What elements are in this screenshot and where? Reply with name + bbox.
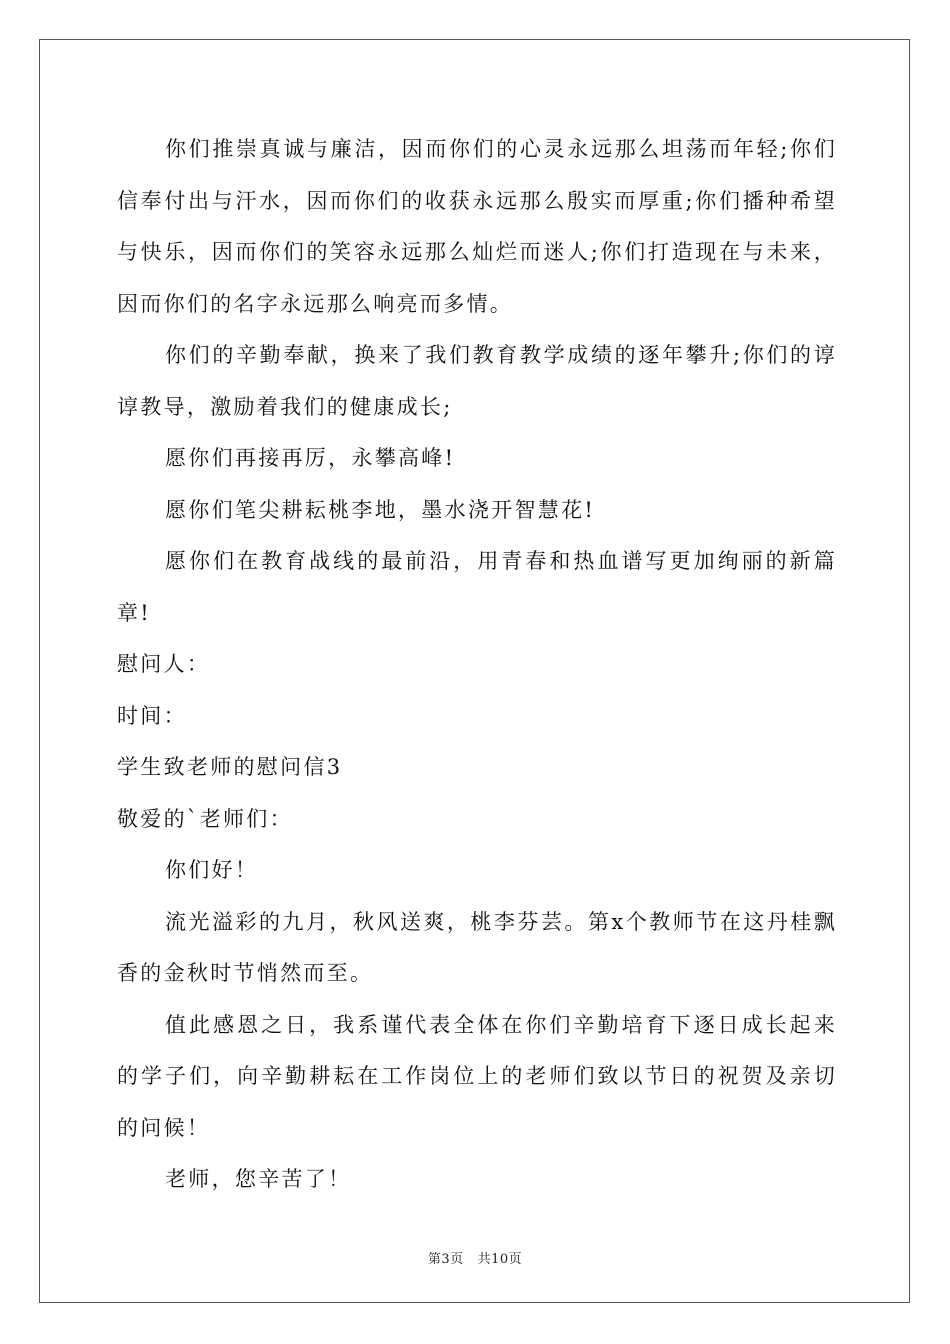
greeting: 你们好！ — [165, 858, 259, 882]
paragraph-wish-1: 愿你们再接再厉，永攀高峰! — [165, 446, 456, 470]
paragraph-dedication: 你们的辛勤奉献，换来了我们教育教学成绩的逐年攀升;你们的谆谆教导，激励着我们的健康成长; — [117, 343, 837, 419]
page-number: 第3页 — [427, 1252, 464, 1267]
sender-line: 慰问人： — [117, 652, 211, 676]
page-total: 共10页 — [477, 1252, 523, 1267]
letter-title: 学生致老师的慰问信3 — [117, 755, 343, 779]
paragraph-wish-2: 愿你们笔尖耕耘桃李地，墨水浇开智慧花! — [165, 497, 596, 522]
paragraph-season: 流光溢彩的九月，秋风送爽，桃李芬芸。第x个教师节在这丹桂飘香的金秋时节悄然而至。 — [117, 909, 837, 985]
paragraph-praise: 你们推崇真诚与廉洁，因而你们的心灵永远那么坦荡而年轻;你们信奉付出与汗水，因而你们的收获永远那么殷实而厚重;你们播种希望与快乐，因而你们的笑容永远那么灿烂而迷人;你们打造现在与未来，因而你们的名字永远那么响亮而多情。 — [117, 137, 837, 316]
date-line: 时间： — [117, 703, 187, 728]
paragraph-gratitude: 值此感恩之日，我系谨代表全体在你们辛勤培育下逐日成长起来的学子们，向辛勤耕耘在工作岗位上的老师们致以节日的祝贺及亲切的问候！ — [117, 1012, 837, 1140]
paragraph-closing: 老师，您辛苦了！ — [165, 1167, 352, 1191]
salutation: 敬爱的`老师们： — [117, 806, 293, 831]
document-body — [117, 124, 837, 1206]
page-footer — [0, 1248, 950, 1267]
paragraph-wish-3: 愿你们在教育战线的最前沿，用青春和热血谱写更加绚丽的新篇章! — [117, 549, 837, 625]
